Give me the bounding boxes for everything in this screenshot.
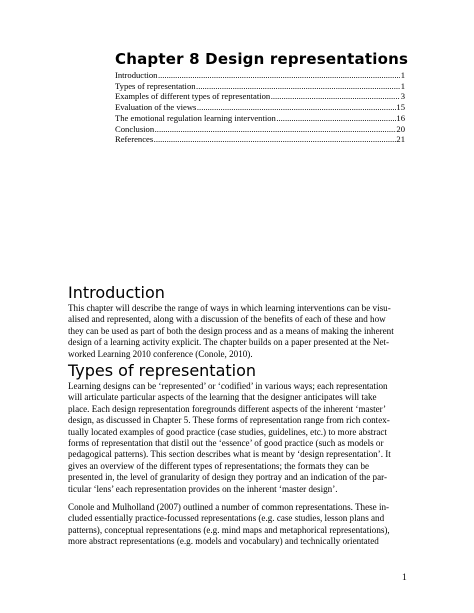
text-line: This chapter will describe the range of ways in which learning interventions can be visu- [68, 303, 391, 313]
toc-entry-label: Conclusion [115, 123, 155, 134]
types-of-representation-heading: Types of representation [68, 361, 257, 380]
toc-leader-dots [155, 124, 396, 135]
toc-entry-page: 3 [400, 91, 405, 102]
text-line: cluded essentially practice-focussed representations (e.g. case studies, lesson plans and [68, 513, 385, 524]
text-line: design, as discussed in Chapter 5. These forms of representation range from rich contex- [68, 415, 390, 426]
toc-leader-dots [271, 91, 401, 102]
toc-entry-label: The emotional regulation learning intervention [115, 112, 276, 123]
introduction-heading: Introduction [68, 283, 165, 302]
text-line: tually located examples of good practice (case studies, guidelines, etc.) to more abstract [68, 426, 387, 437]
text-line: ticular ‘lens’ each representation provides on the inherent ‘master design’. [68, 483, 338, 494]
toc-entry-page: 16 [396, 112, 405, 123]
text-line: pedagogical patterns). This section describes what is meant by ‘design representation’. It [68, 449, 391, 460]
text-line: will articulate particular aspects of the learning that the designer anticipates will take [68, 392, 377, 403]
text-line: they can be used as part of both the design process and as a means of making the inherent [68, 325, 394, 336]
text-line: presented in, the level of granularity of design they portray and an indication of the par- [68, 472, 388, 483]
toc-entry-label: References [115, 134, 154, 145]
toc-leader-dots [158, 70, 400, 81]
toc-entry-conclusion[interactable] [115, 124, 405, 135]
text-line: Learning designs can be ‘represented’ or ‘codified’ in various ways; each representation [68, 381, 388, 391]
text-line: worked Learning 2010 conference (Conole, 2010). [68, 348, 253, 359]
types-paragraph-1 [68, 381, 408, 495]
table-of-contents [115, 70, 405, 145]
toc-entry-emotional-regulation[interactable] [115, 113, 405, 124]
toc-entry-label: Types of representation [115, 80, 196, 91]
text-line: place. Each design representation foregrounds different aspects of the inherent ‘master’ [68, 403, 387, 414]
toc-entry-introduction[interactable] [115, 70, 405, 81]
text-line: gives an overview of the different types of representations; the formats they can be [68, 460, 370, 471]
toc-entry-types-of-representation[interactable] [115, 81, 405, 92]
toc-entry-label: Examples of different types of representation [115, 91, 271, 102]
toc-entry-label: Evaluation of the views [115, 102, 197, 113]
text-line: Conole and Mulholland (2007) outlined a number of common representations. These in- [68, 502, 390, 512]
toc-entry-page: 21 [396, 134, 405, 145]
toc-leader-dots [196, 81, 400, 92]
toc-entry-label: Introduction [115, 70, 158, 80]
toc-entry-examples[interactable] [115, 91, 405, 102]
types-paragraph-2 [68, 502, 408, 548]
text-line: design of a learning activity explicit. The chapter builds on a paper presented at the Net- [68, 337, 390, 348]
toc-entry-page: 1 [400, 70, 405, 80]
toc-leader-dots [197, 102, 396, 113]
toc-leader-dots [276, 113, 396, 124]
toc-entry-references[interactable] [115, 134, 405, 145]
text-line: more abstract representations (e.g. models and vocabulary) and technically orientated [68, 536, 379, 547]
text-line: patterns), conceptual representations (e.g. mind maps and metaphorical representations), [68, 524, 390, 535]
toc-entry-page: 15 [396, 102, 405, 113]
toc-entry-evaluation[interactable] [115, 102, 405, 113]
page-number: 1 [402, 573, 407, 583]
toc-leader-dots [154, 134, 396, 145]
text-line: forms of representation that distil out the ‘essence’ of good practice (such as models or [68, 438, 384, 449]
chapter-title: Chapter 8 Design representations [115, 50, 409, 68]
introduction-paragraph [68, 303, 408, 360]
toc-entry-page: 1 [400, 80, 405, 91]
text-line: alised and represented, along with a discussion of the benefits of each of these and how [68, 314, 386, 325]
toc-entry-page: 20 [396, 123, 405, 134]
